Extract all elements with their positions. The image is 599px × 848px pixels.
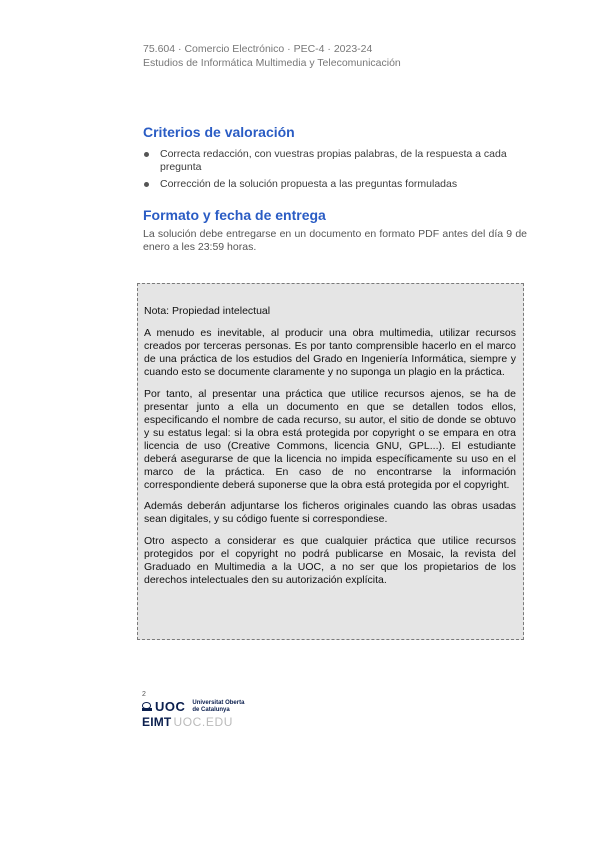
note-paragraph: A menudo es inevitable, al producir una obra multimedia, utilizar recursos creados por terceras personas. Es por tanto comprensible hacerlo en el marco de una práctica de los estudios del Grado en Ingeniería Informática, siempre y cuando esto se documente claramente y no suponga un plagio en la práctica.	[144, 327, 516, 378]
formato-heading: Formato y fecha de entrega	[143, 207, 326, 223]
page-footer	[142, 691, 244, 729]
uoc-wordmark: UOC	[155, 699, 186, 714]
list-item: Correcta redacción, con vuestras propias palabras, de la respuesta a cada pregunta	[143, 148, 533, 174]
criterios-heading: Criterios de valoración	[143, 124, 295, 140]
uoc-logo	[142, 700, 244, 713]
university-name-line: de Catalunya	[192, 706, 230, 713]
criterios-list	[143, 148, 533, 195]
uoc-logo-icon	[142, 702, 152, 711]
university-name	[192, 700, 244, 713]
note-paragraph: Otro aspecto a considerar es que cualquier práctica que utilice recursos protegidos por el copyright no podrá publicarse en Mosaic, la revista del Graduado en Multimedia a la UOC, a no ser que los propietarios de los derechos intelectuales den su autorización explícita.	[144, 534, 516, 586]
eimt-wordmark: EIMT	[142, 715, 172, 729]
header-course: 75.604 · Comercio Electrónico · PEC-4 · 2023-24	[143, 43, 373, 55]
intellectual-property-note	[137, 283, 524, 640]
eimt-domain: UOC.EDU	[173, 715, 234, 729]
entrega-text: La solución debe entregarse en un documento en formato PDF antes del día 9 de enero a les 23:59 horas.	[143, 228, 527, 253]
header-studies: Estudios de Informática Multimedia y Telecomunicación	[143, 57, 401, 69]
page-header	[143, 42, 401, 70]
note-paragraph: Por tanto, al presentar una práctica que utilice recursos ajenos, se ha de presentar junto a ella un documento en que se detallen todos ellos, especificando el nombre de cada recurso, su autor, el sitio de donde se obtuvo y su estatus legal: si la obra está protegida por copyright o se empara en otra licencia de uso (Creative Commons, licencia GNU, GPL...). El estudiante deberá asegurarse de que la licencia no impida específicamente su uso en el marco de la práctica. En caso de no encontrarse la información correspondiente deberá suponerse que la obra está protegida por el copyright.	[144, 387, 516, 491]
page-number: 2	[142, 691, 146, 698]
university-name-line: Universitat Oberta	[192, 700, 245, 706]
list-item: Corrección de la solución propuesta a las preguntas formuladas	[143, 178, 533, 191]
note-title: Nota: Propiedad intelectual	[144, 305, 271, 317]
eimt-logo	[142, 716, 244, 729]
note-paragraph: Además deberán adjuntarse los ficheros originales cuando las obras usadas sean digitales, y su código fuente si correspondiese.	[144, 500, 516, 525]
